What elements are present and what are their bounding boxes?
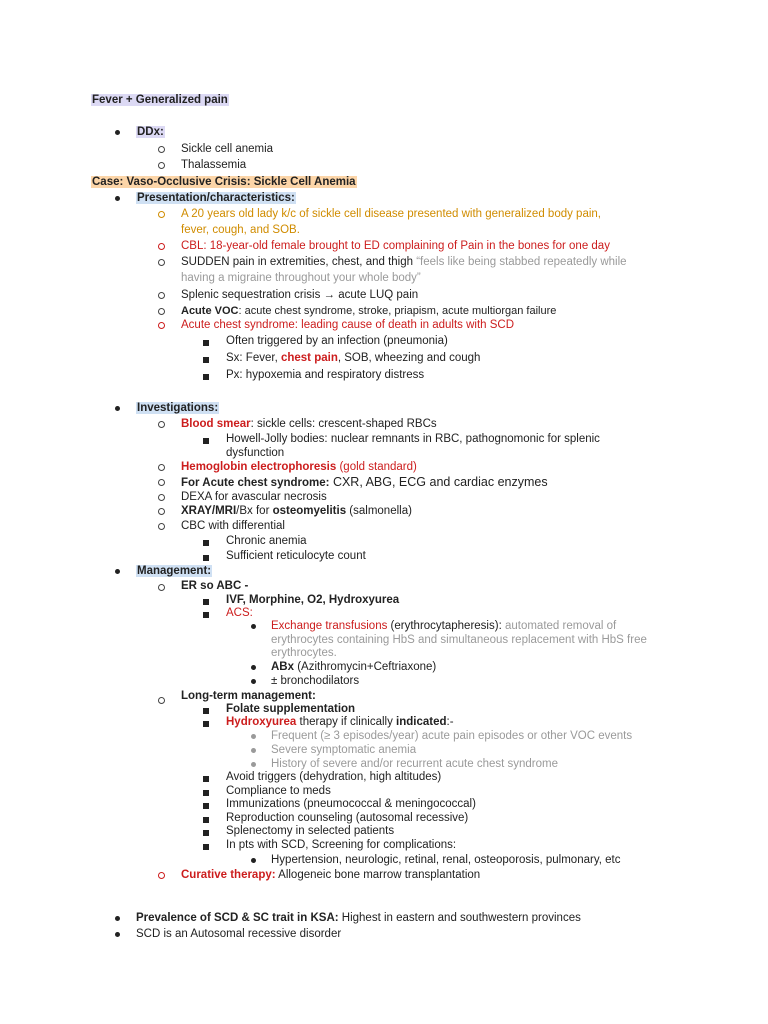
bullet-square (203, 776, 209, 782)
bullet-square (203, 612, 209, 618)
management-subitem: IVF, Morphine, O2, Hydroxyurea (226, 594, 400, 606)
bullet-square (203, 721, 209, 727)
management-subitem: In pts with SCD, Screening for complications: (226, 839, 457, 851)
bullet-square (203, 374, 209, 380)
footer-item: Prevalence of SCD & SC trait in KSA: Highest in eastern and southwestern provinces (136, 912, 581, 924)
presentation-item: Acute VOC: acute chest syndrome, stroke, priapism, acute multiorgan failure (181, 305, 557, 317)
acs-item: ± bronchodilators (271, 675, 360, 687)
management-label: Management: (137, 565, 212, 577)
bullet-circle (158, 508, 165, 515)
bullet-dot (251, 679, 256, 684)
bullet-circle (158, 464, 165, 471)
hydroxyurea-indication: Severe symptomatic anemia (271, 744, 417, 756)
bullet-square (203, 790, 209, 796)
presentation-label: Presentation/characteristics: (137, 192, 295, 204)
bullet-square (203, 340, 209, 346)
investigation-subitem-cont: dysfunction (226, 447, 285, 459)
investigation-subitem: Sufficient reticulocyte count (226, 550, 366, 562)
bullet-square (203, 708, 209, 714)
bullet-circle (158, 494, 165, 501)
bullet-dot (115, 916, 120, 921)
bullet-square (203, 844, 209, 850)
bullet-circle (158, 259, 165, 266)
bullet-circle (158, 421, 165, 428)
bullet-square (203, 540, 209, 546)
bullet-square (203, 555, 209, 561)
management-subitem: ACS: (226, 607, 253, 619)
presentation-item: CBL: 18-year-old female brought to ED complaining of Pain in the bones for one day (181, 240, 610, 252)
bullet-dot (251, 748, 256, 753)
investigations-label: Investigations: (137, 402, 219, 414)
bullet-dot (115, 569, 120, 574)
management-subitem: Avoid triggers (dehydration, high altitudes) (226, 771, 442, 783)
bullet-square (203, 599, 209, 605)
management-subitem: Splenectomy in selected patients (226, 825, 395, 837)
bullet-circle (158, 584, 165, 591)
bullet-dot (251, 624, 256, 629)
ddx-item: Sickle cell anemia (181, 143, 274, 155)
investigation-subitem: Chronic anemia (226, 535, 307, 547)
bullet-dot (115, 196, 120, 201)
presentation-subitem: Often triggered by an infection (pneumonia) (226, 335, 448, 347)
investigation-item: Hemoglobin electrophoresis (gold standard) (181, 461, 417, 473)
acs-item-cont: erythrocytes. (271, 647, 337, 659)
presentation-item: SUDDEN pain in extremities, chest, and thigh “feels like being stabbed repeatedly while (181, 256, 627, 268)
bullet-circle (158, 211, 165, 218)
presentation-item: Acute chest syndrome: leading cause of death in adults with SCD (181, 319, 515, 331)
management-item: ER so ABC - (181, 580, 249, 592)
bullet-circle (158, 523, 165, 530)
bullet-circle (158, 243, 165, 250)
bullet-dot (251, 734, 256, 739)
ddx-label: DDx: (137, 126, 164, 138)
investigation-item: For Acute chest syndrome: CXR, ABG, ECG and cardiac enzymes (181, 475, 548, 489)
bullet-dot (251, 762, 256, 767)
management-subitem: Hydroxyurea therapy if clinically indicated:- (226, 716, 454, 728)
presentation-item: A 20 years old lady k/c of sickle cell disease presented with generalized body pain, (181, 208, 601, 220)
management-subitem: Compliance to meds (226, 785, 331, 797)
bullet-square (203, 830, 209, 836)
hydroxyurea-indication: History of severe and/or recurrent acute chest syndrome (271, 758, 558, 770)
presentation-subitem: Px: hypoxemia and respiratory distress (226, 369, 425, 381)
bullet-dot (115, 130, 120, 135)
presentation-subitem: Sx: Fever, chest pain, SOB, wheezing and cough (226, 352, 481, 364)
bullet-circle (158, 697, 165, 704)
acs-item: ABx (Azithromycin+Ceftriaxone) (271, 661, 437, 673)
footer-item: SCD is an Autosomal recessive disorder (136, 928, 342, 940)
bullet-circle (158, 292, 165, 299)
bullet-circle (158, 162, 165, 169)
ddx-item: Thalassemia (181, 159, 247, 171)
case-title: Case: Vaso-Occlusive Crisis: Sickle Cell Anemia (92, 176, 356, 188)
screening-item: Hypertension, neurologic, retinal, renal, osteoporosis, pulmonary, etc (271, 854, 621, 866)
bullet-square (203, 817, 209, 823)
bullet-dot (115, 932, 120, 937)
bullet-circle (158, 479, 165, 486)
hydroxyurea-indication: Frequent (≥ 3 episodes/year) acute pain episodes or other VOC events (271, 730, 633, 742)
page-title: Fever + Generalized pain (92, 94, 228, 106)
bullet-square (203, 803, 209, 809)
bullet-circle (158, 872, 165, 879)
bullet-square (203, 357, 209, 363)
bullet-dot (251, 665, 256, 670)
investigation-item: DEXA for avascular necrosis (181, 491, 327, 503)
acs-item: Exchange transfusions (erythrocytapheresis): automated removal of (271, 620, 617, 632)
investigation-item: CBC with differential (181, 520, 285, 532)
investigation-item: Blood smear: sickle cells: crescent-shaped RBCs (181, 418, 437, 430)
bullet-dot (115, 406, 120, 411)
presentation-item-cont: fever, cough, and SOB. (181, 224, 300, 236)
bullet-circle (158, 308, 165, 315)
management-subitem: Reproduction counseling (autosomal recessive) (226, 812, 469, 824)
management-subitem: Immunizations (pneumococcal & meningococcal) (226, 798, 476, 810)
investigation-item: XRAY/MRI/Bx for osteomyelitis (salmonella) (181, 505, 412, 517)
bullet-square (203, 438, 209, 444)
presentation-item: Splenic sequestration crisis → acute LUQ pain (181, 289, 419, 301)
management-item: Curative therapy: Allogeneic bone marrow transplantation (181, 869, 481, 881)
investigation-subitem: Howell-Jolly bodies: nuclear remnants in RBC, pathognomonic for splenic (226, 433, 600, 445)
management-item: Long-term management: (181, 690, 316, 702)
acs-item-cont: erythrocytes containing HbS and simultaneous replacement with HbS free (271, 634, 647, 646)
presentation-item-cont: having a migraine throughout your whole body” (181, 272, 421, 284)
bullet-circle (158, 146, 165, 153)
bullet-dot (251, 858, 256, 863)
management-subitem: Folate supplementation (226, 703, 356, 715)
bullet-circle (158, 322, 165, 329)
